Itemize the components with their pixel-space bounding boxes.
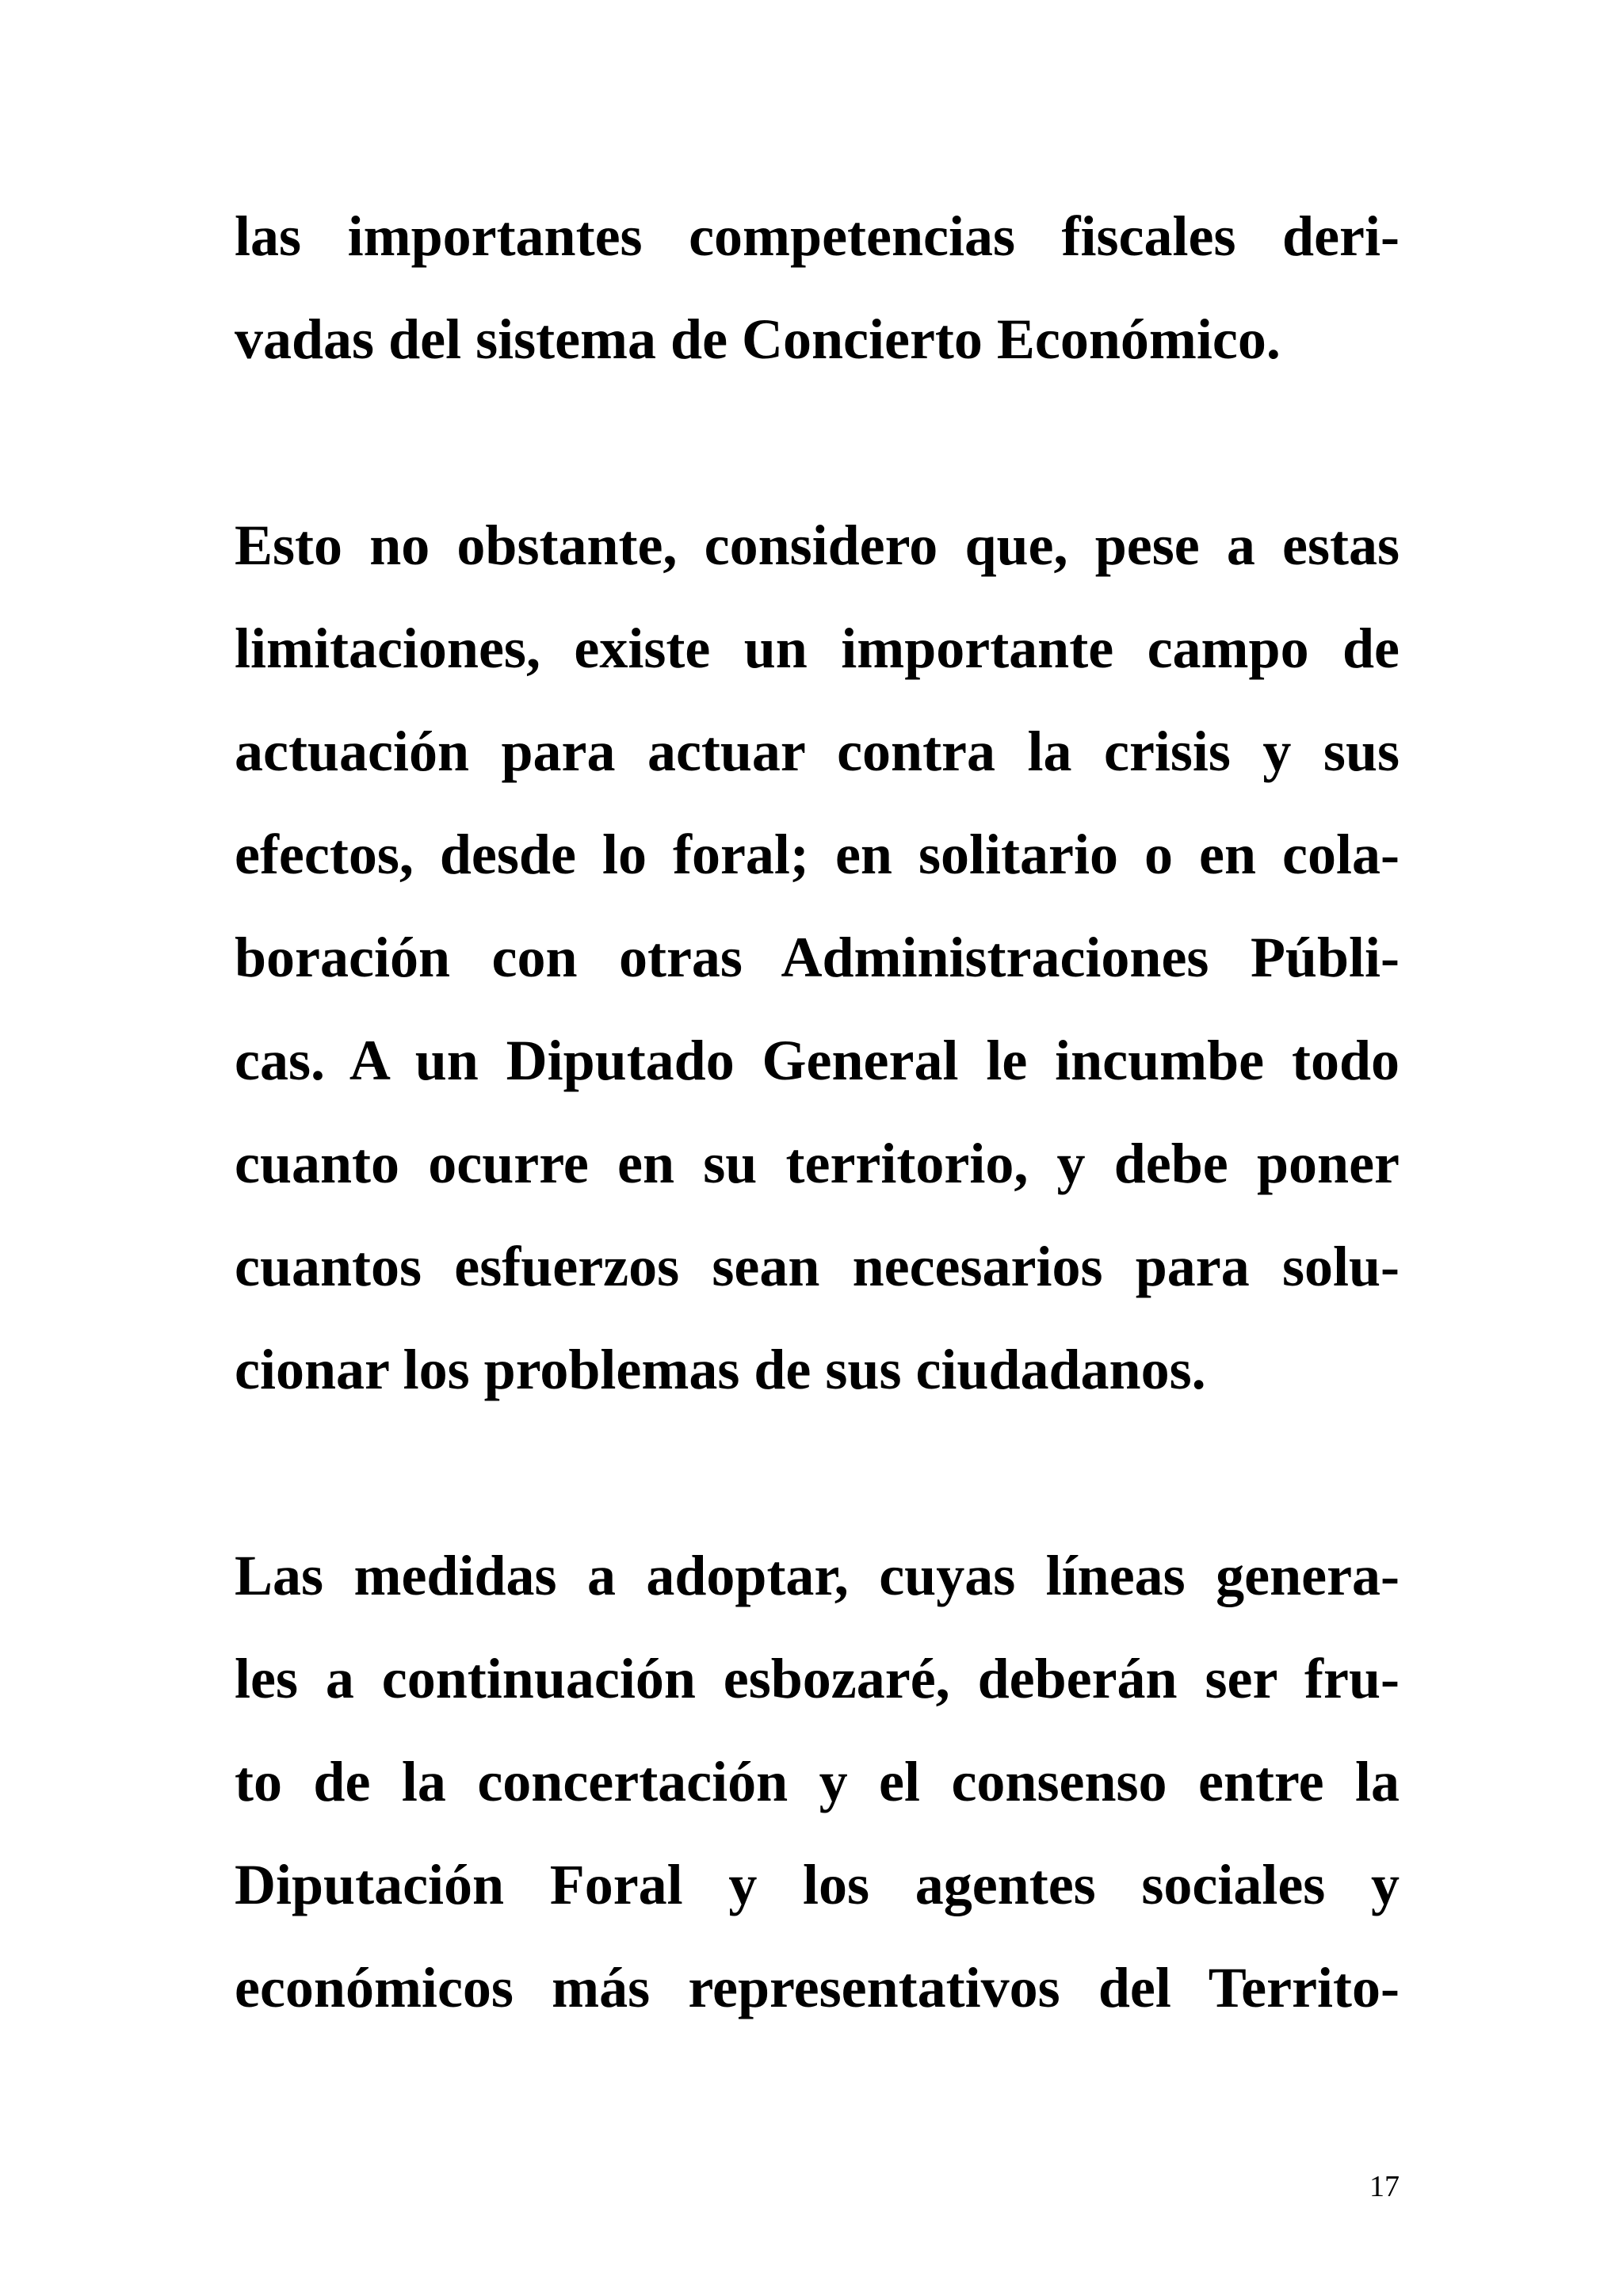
text-line: les a continuación esbozaré, deberán ser fru- bbox=[235, 1647, 1400, 1710]
text-line: Diputación Foral y los agentes sociales y bbox=[235, 1853, 1400, 1916]
text-line: económicos más representativos del Territo- bbox=[235, 1956, 1400, 2019]
text-line: Esto no obstante, considero que, pese a estas bbox=[235, 514, 1400, 577]
text-line: to de la concertación y el consenso entre la bbox=[235, 1750, 1400, 1813]
text-line: actuación para actuar contra la crisis y sus bbox=[235, 720, 1400, 783]
text-line: boración con otras Administraciones Públi- bbox=[235, 926, 1400, 989]
text-line: cas. A un Diputado General le incumbe todo bbox=[235, 1029, 1400, 1092]
text-line: vadas del sistema de Concierto Económico. bbox=[235, 308, 1281, 371]
text-line: Las medidas a adoptar, cuyas líneas genera- bbox=[235, 1544, 1400, 1607]
text-line: cuantos esfuerzos sean necesarios para solu- bbox=[235, 1235, 1400, 1298]
text-line: cuanto ocurre en su territorio, y debe poner bbox=[235, 1132, 1400, 1195]
page-number: 17 bbox=[1369, 2170, 1400, 2203]
text-line: efectos, desde lo foral; en solitario o en cola- bbox=[235, 823, 1400, 886]
text-line: las importantes competencias fiscales deri- bbox=[235, 204, 1400, 268]
text-line: limitaciones, existe un importante campo de bbox=[235, 617, 1400, 680]
text-line: cionar los problemas de sus ciudadanos. bbox=[235, 1338, 1206, 1401]
